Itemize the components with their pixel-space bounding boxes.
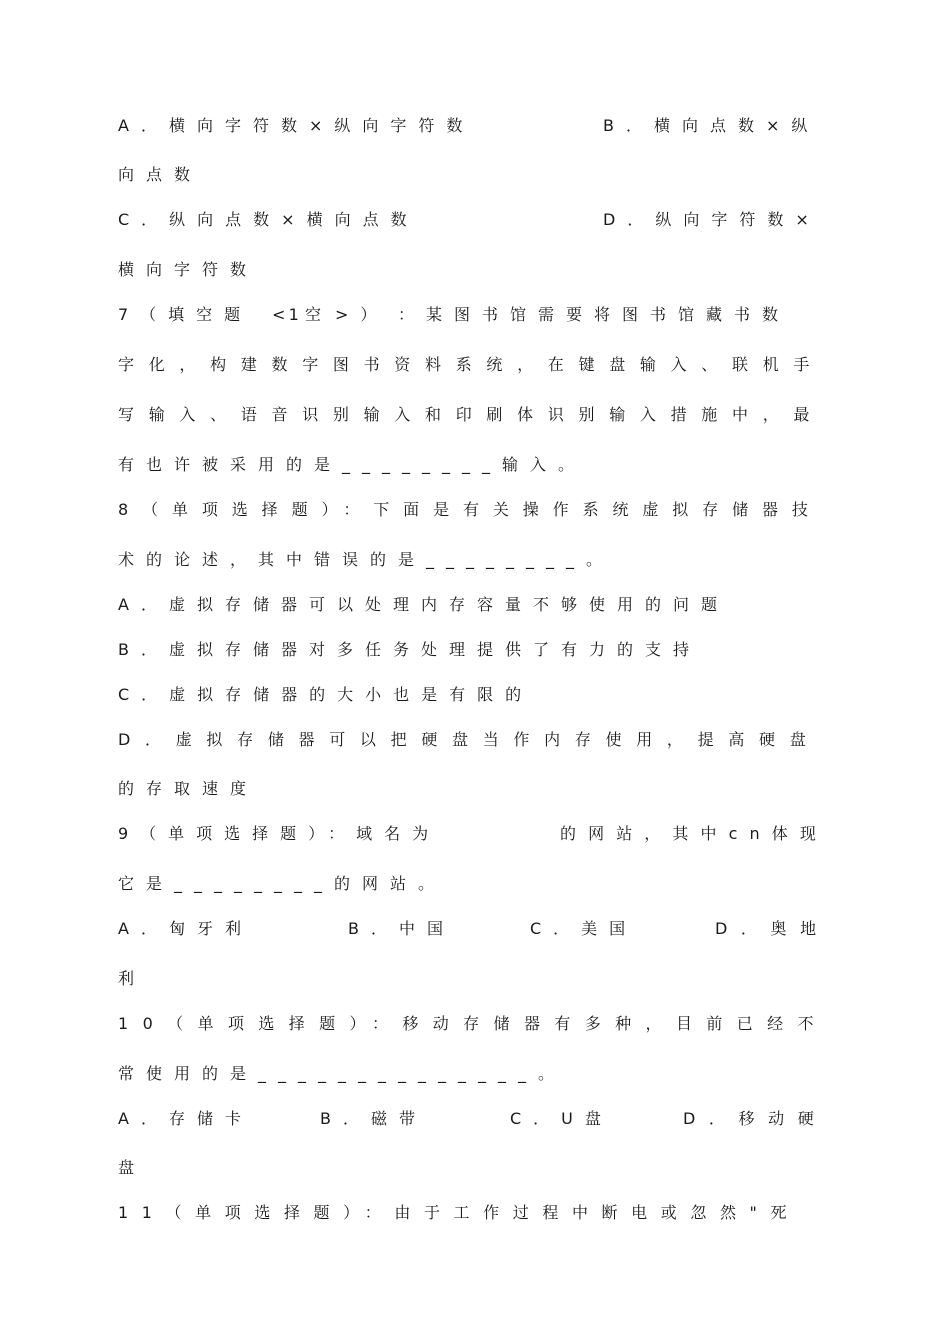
q10-line-2: 常使用的是______________。 [118, 1064, 567, 1083]
q7-line-4: 有也许被采用的是________输入。 [118, 455, 587, 474]
q7-question-text: ：某图书馆需要将图书馆藏书数 [398, 305, 791, 324]
q6-option-c: C．纵向点数×横向点数 [118, 210, 419, 229]
q7-line-3: 写输入、语音识别输入和印刷体识别输入措施中，最 [118, 405, 825, 424]
q8-line-2: 术的论述，其中错误的是________。 [118, 550, 615, 569]
q8-option-d: D．虚拟存储器可以把硬盘当作内存使用，提高硬盘 [118, 730, 821, 749]
q11-line-1: 11（单项选择题）：由于工作过程中断电或忽然"死 [118, 1203, 801, 1222]
q9-option-d-continued: 利 [118, 969, 147, 988]
q7-blank-count-close: >） [335, 305, 389, 324]
q8-option-a: A．虚拟存储器可以处理内存容量不够使用的问题 [118, 595, 729, 614]
q7-number-type: 7（填空题 [118, 305, 253, 324]
q6-option-b: B．横向点数×纵 [603, 116, 820, 135]
q10-option-a: A．存储卡 [118, 1109, 253, 1128]
q9-line-1-end: 的网站，其中cn体现 [560, 824, 828, 843]
q8-option-c: C．虚拟存储器的大小也是有限的 [118, 685, 534, 704]
q7-blank-count-word: 空 [305, 305, 334, 324]
q6-option-d: D．纵向字符数× [603, 210, 821, 229]
q7-line-2: 字化，构建数字图书资料系统，在键盘输入、联机手 [118, 355, 825, 374]
q10-option-c: C．U盘 [510, 1109, 613, 1128]
q9-line-1-start: 9（单项选择题）：域名为 [118, 824, 441, 843]
q9-line-2: 它是________的网站。 [118, 874, 447, 893]
q8-option-d-continued: 的存取速度 [118, 779, 259, 798]
q8-line-1: 8（单项选择题）：下面是有关操作系统虚拟存储器技 [118, 500, 822, 519]
q9-option-c: C．美国 [530, 919, 638, 938]
q10-option-d: D．移动硬 [683, 1109, 828, 1128]
q6-option-b-continued: 向点数 [118, 165, 203, 184]
q9-option-a: A．匈牙利 [118, 919, 253, 938]
q9-option-b: B．中国 [348, 919, 455, 938]
q6-option-a: A．横向字符数×纵向字符数 [118, 116, 475, 135]
q10-option-b: B．磁带 [320, 1109, 427, 1128]
q10-option-d-continued: 盘 [118, 1158, 147, 1177]
q9-option-d: D．奥地 [715, 919, 830, 938]
q8-option-b: B．虚拟存储器对多任务处理提供了有力的支持 [118, 640, 701, 659]
q6-option-d-continued: 横向字符数 [118, 260, 259, 279]
q7-blank-count-open: <1 [272, 305, 302, 324]
q10-line-1: 10（单项选择题）：移动存储器有多种，目前已经不 [118, 1014, 828, 1033]
